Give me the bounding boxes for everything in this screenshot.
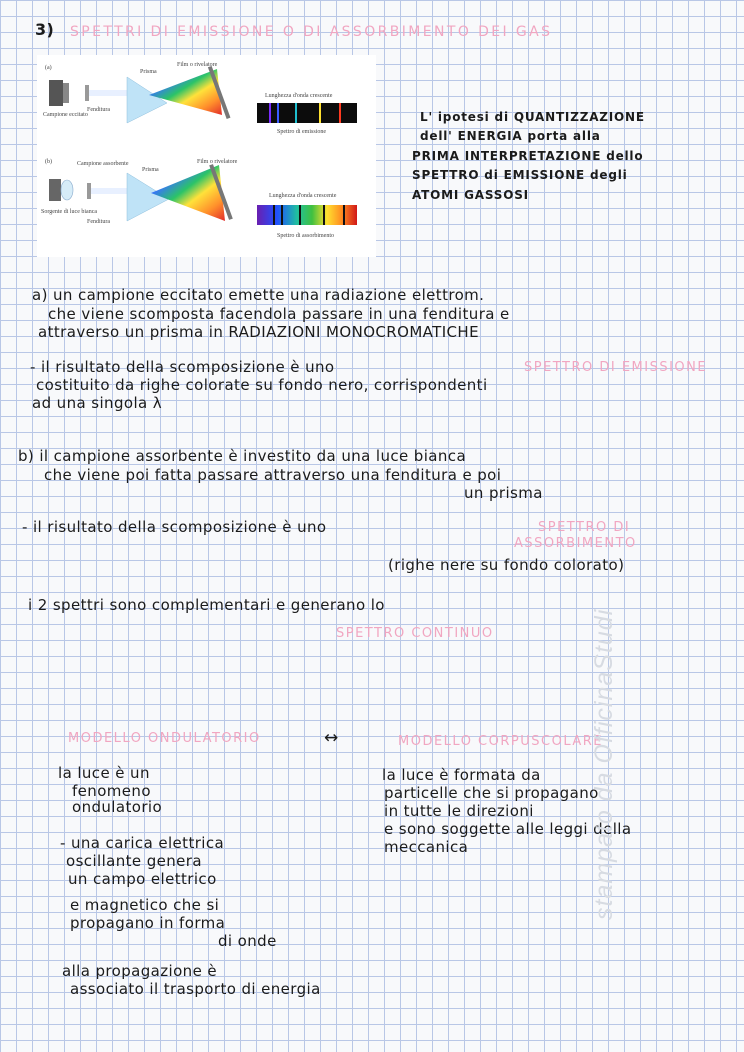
continuous-spectrum-highlight: SPETTRO CONTINUO	[336, 626, 494, 641]
wave-model-line-3: ondulatorio	[72, 798, 163, 816]
fig-a-spectrum-label: Spettro di emissione	[277, 129, 326, 135]
prism-a	[127, 77, 167, 123]
section-number: 3)	[35, 20, 55, 39]
fig-b-sample-label: Campione assorbente	[77, 161, 129, 167]
energy-transport-line-2: associato il trasporto di energia	[70, 980, 321, 998]
figure-part-b	[41, 158, 357, 239]
section-title: SPETTRI DI EMISSIONE O DI ASSORBIMENTO DEI GAS	[70, 24, 553, 40]
fig-b-spectrum-label: Spettro di assorbimento	[277, 233, 334, 239]
part-a-line-1: a) un campione eccitato emette una radiazione elettrom.	[32, 286, 485, 304]
fig-a-wavelength-label: Lunghezza d'onda crescente	[265, 93, 333, 99]
part-a-result-prefix: - il risultato della scomposizione è uno	[30, 358, 335, 376]
part-b-line-3: un prisma	[464, 484, 543, 502]
particle-model-line-4: e sono soggette alle leggi della	[384, 820, 632, 838]
absorbing-sample	[61, 180, 73, 200]
fig-b-label: (b)	[45, 159, 52, 165]
emitting-sample	[49, 80, 63, 106]
part-a-line-2: che viene scomposta facendola passare in una fenditura e	[48, 305, 510, 323]
fig-b-source-label: Sorgente di luce bianca	[41, 209, 98, 215]
particle-model-line-5: meccanica	[384, 838, 469, 856]
figure-part-a	[43, 62, 357, 135]
part-a-result-highlight: SPETTRO DI EMISSIONE	[524, 360, 708, 375]
part-a-line-3: attraverso un prisma in RADIAZIONI MONOCROMATICHE	[38, 323, 479, 341]
watermark: stampato da OfficinaStudi	[590, 608, 618, 920]
fig-b-prism-label: Prisma	[142, 167, 159, 173]
side-note-line-2: dell' ENERGIA porta alla	[420, 129, 601, 143]
part-b-line-1: b) il campione assorbente è investito da una luce bianca	[18, 447, 467, 465]
wave-bullet-line-2: oscillante genera	[66, 852, 202, 870]
side-note-line-1: L' ipotesi di QUANTIZZAZIONE	[420, 110, 645, 124]
particle-model-line-1: la luce è formata da	[382, 766, 541, 784]
fig-a-label: (a)	[45, 65, 52, 71]
part-a-result-line-3: ad una singola λ	[32, 394, 163, 412]
side-note-line-5: ATOMI GASSOSI	[412, 188, 529, 202]
conclusion-line: i 2 spettri sono complementari e generano lo	[28, 596, 385, 614]
wave-bullet-line-3: un campo elettrico	[68, 870, 217, 888]
wave-bullet-line-6: di onde	[218, 932, 277, 950]
part-b-result-highlight-1: SPETTRO DI	[538, 520, 631, 535]
wave-bullet-line-4: e magnetico che si	[70, 896, 220, 914]
energy-transport-line-1: alla propagazione è	[62, 962, 217, 980]
emission-spectrum-strip	[257, 103, 357, 123]
part-a-result-line-2: costituito da righe colorate su fondo nero, corrispondenti	[36, 376, 488, 394]
particle-model-line-3: in tutte le direzioni	[384, 802, 534, 820]
particle-model-title: MODELLO CORPUSCOLARE	[398, 734, 603, 749]
particle-model-line-2: particelle che si propagano	[384, 784, 599, 802]
wave-bullet-line-1: - una carica elettrica	[60, 834, 225, 852]
part-b-line-2: che viene poi fatta passare attraverso una fenditura e poi	[44, 466, 502, 484]
fig-b-slit-label: Fenditura	[87, 219, 110, 225]
fig-a-slit-label: Fenditura	[87, 107, 110, 113]
part-b-result-prefix: - il risultato della scomposizione è uno	[22, 518, 327, 536]
wave-model-title: MODELLO ONDULATORIO	[68, 731, 261, 746]
fig-b-screen-label: Film o rivelatore	[197, 159, 238, 165]
spectrum-figure	[37, 55, 376, 257]
white-light-source	[49, 179, 61, 201]
side-note-line-4: SPETTRO di EMISSIONE degli	[412, 168, 628, 182]
part-b-result-highlight-2: ASSORBIMENTO	[514, 536, 637, 551]
absorption-spectrum-strip	[257, 205, 357, 225]
wave-model-line-1: la luce è un	[58, 764, 150, 782]
fig-a-screen-label: Film o rivelatore	[177, 62, 218, 68]
fig-a-prism-label: Prisma	[140, 69, 157, 75]
double-arrow-icon: ↔	[324, 728, 339, 748]
fig-b-wavelength-label: Lunghezza d'onda crescente	[269, 193, 337, 199]
part-b-result-note: (righe nere su fondo colorato)	[388, 556, 625, 574]
fig-a-source-label: Campione eccitato	[43, 112, 88, 118]
wave-model-line-2: fenomeno	[72, 782, 151, 800]
wave-bullet-line-5: propagano in forma	[70, 914, 226, 932]
side-note-line-3: PRIMA INTERPRETAZIONE dello	[412, 149, 644, 163]
